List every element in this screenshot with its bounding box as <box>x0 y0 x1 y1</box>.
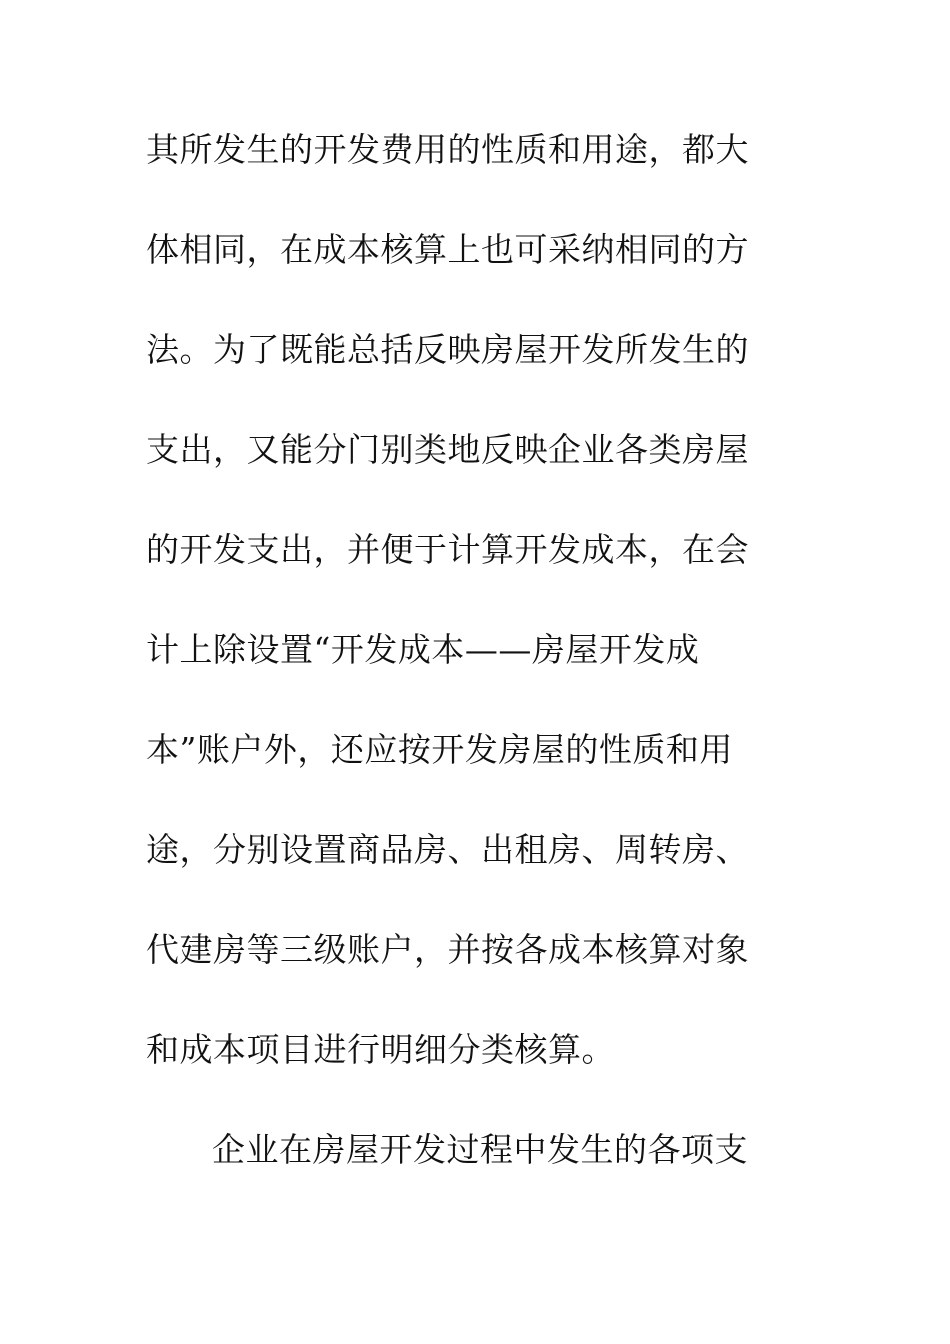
text-line: 和成本项目进行明细分类核算。 <box>146 1030 615 1069</box>
text-line: 企业在房屋开发过程中发生的各项支 <box>212 1130 748 1169</box>
text-line: 法。为了既能总括反映房屋开发所发生的 <box>146 330 749 369</box>
body-text <box>146 125 786 1225</box>
text-line: 本”账户外，还应按开发房屋的性质和用 <box>146 730 733 769</box>
text-line: 其所发生的开发费用的性质和用途，都大 <box>146 130 749 169</box>
text-line: 计上除设置“开发成本——房屋开发成 <box>146 630 700 669</box>
paragraph-2 <box>146 1125 786 1225</box>
text-line: 支出，又能分门别类地反映企业各类房屋 <box>146 430 749 469</box>
text-line: 的开发支出，并便于计算开发成本，在会 <box>146 530 749 569</box>
paragraph-1 <box>146 125 786 1125</box>
text-line: 体相同，在成本核算上也可采纳相同的方 <box>146 230 749 269</box>
text-line: 途，分别设置商品房、出租房、周转房、 <box>146 830 749 869</box>
text-line: 代建房等三级账户，并按各成本核算对象 <box>146 930 749 969</box>
